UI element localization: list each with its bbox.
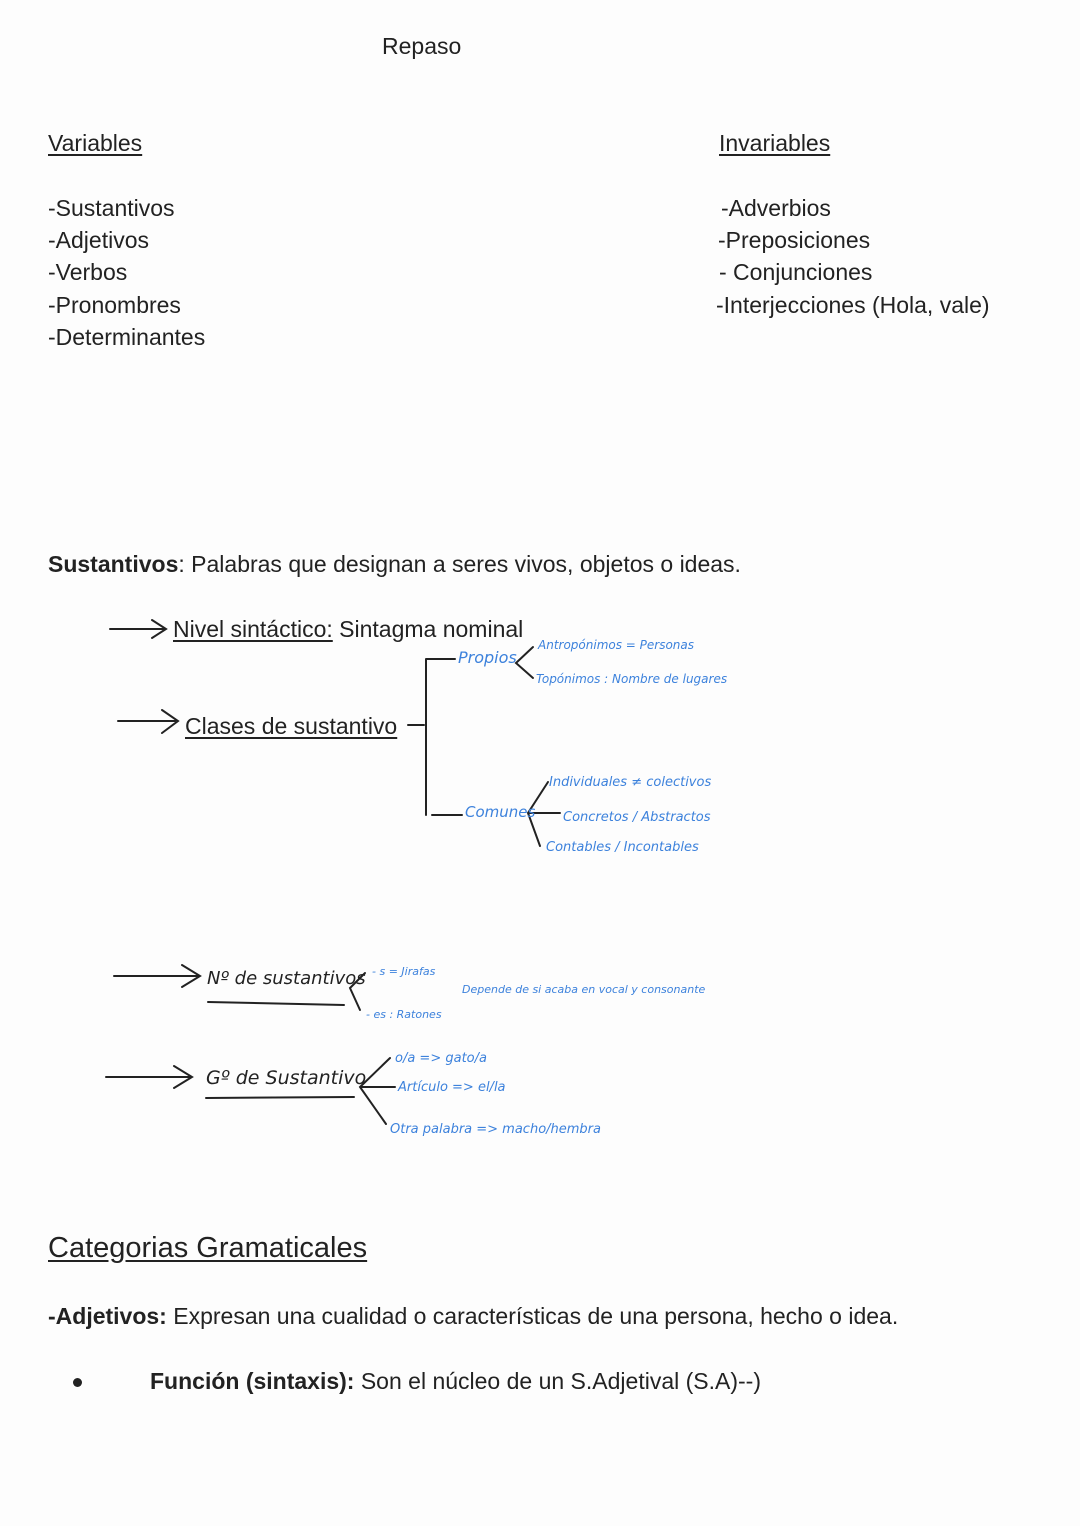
- bracket-line: [408, 659, 462, 815]
- sustantivos-term: Sustantivos: [48, 551, 179, 577]
- categorias-heading: Categorias Gramaticales: [48, 1232, 368, 1264]
- list-item: - Conjunciones: [719, 259, 873, 285]
- list-item: -Sustantivos: [48, 195, 175, 221]
- arrow-icon: [106, 1066, 192, 1088]
- underline: [206, 1097, 354, 1098]
- adjetivos-text: Expresan una cualidad o características de una persona, hecho o idea.: [166, 1303, 899, 1329]
- underline: [208, 1002, 344, 1005]
- genero-item: Otra palabra => macho/hembra: [390, 1122, 601, 1137]
- genero-item: Artículo => el/la: [398, 1080, 506, 1095]
- genero-item: o/a => gato/a: [395, 1051, 487, 1066]
- branch-line: [516, 647, 533, 678]
- genero-label: Gº de Sustantivo: [206, 1067, 367, 1089]
- comunes-label: Comunes: [465, 803, 536, 821]
- funcion-value: Son el núcleo de un S.Adjetival (S.A)--): [354, 1368, 761, 1394]
- comunes-item: Concretos / Abstractos: [563, 810, 711, 825]
- numero-label: Nº de sustantivos: [207, 968, 366, 989]
- list-item: -Determinantes: [48, 324, 206, 350]
- definition-text: : Palabras que designan a seres vivos, objetos o ideas.: [178, 551, 741, 577]
- nivel-sintactico: [173, 615, 523, 643]
- propios-label: Propios: [458, 648, 517, 667]
- adjetivos-definition: [48, 1302, 898, 1330]
- arrow-icon: [114, 965, 200, 987]
- list-item: -Pronombres: [48, 292, 181, 318]
- comunes-item: Individuales ≠ colectivos: [549, 775, 712, 790]
- adjetivos-term: -Adjetivos:: [48, 1303, 167, 1329]
- arrow-icon: [110, 620, 166, 638]
- funcion-label: Función (sintaxis):: [150, 1368, 355, 1394]
- list-item: -Verbos: [48, 259, 128, 285]
- nivel-value: Sintagma nominal: [332, 616, 524, 642]
- list-item: -Adjetivos: [48, 227, 149, 253]
- invariables-heading: Invariables: [719, 130, 831, 156]
- propios-item: Antropónimos = Personas: [538, 638, 695, 652]
- propios-item: Topónimos : Nombre de lugares: [536, 672, 728, 686]
- numero-item: - s = Jirafas: [372, 965, 436, 978]
- list-item: -Adverbios: [721, 195, 831, 221]
- page-title: Repaso: [382, 33, 462, 59]
- bullet-icon: [73, 1378, 82, 1387]
- list-item: -Preposiciones: [718, 227, 871, 253]
- nivel-label: Nivel sintáctico:: [173, 616, 333, 642]
- arrow-icon: [118, 710, 178, 733]
- clases-label: Clases de sustantivo: [185, 713, 398, 739]
- variables-heading: Variables: [48, 130, 143, 156]
- numero-note: Depende de si acaba en vocal y consonante: [462, 983, 706, 996]
- funcion-item: [150, 1367, 761, 1395]
- numero-item: - es : Ratones: [366, 1008, 442, 1021]
- list-item: -Interjecciones (Hola, vale): [716, 292, 990, 318]
- comunes-item: Contables / Incontables: [546, 840, 699, 855]
